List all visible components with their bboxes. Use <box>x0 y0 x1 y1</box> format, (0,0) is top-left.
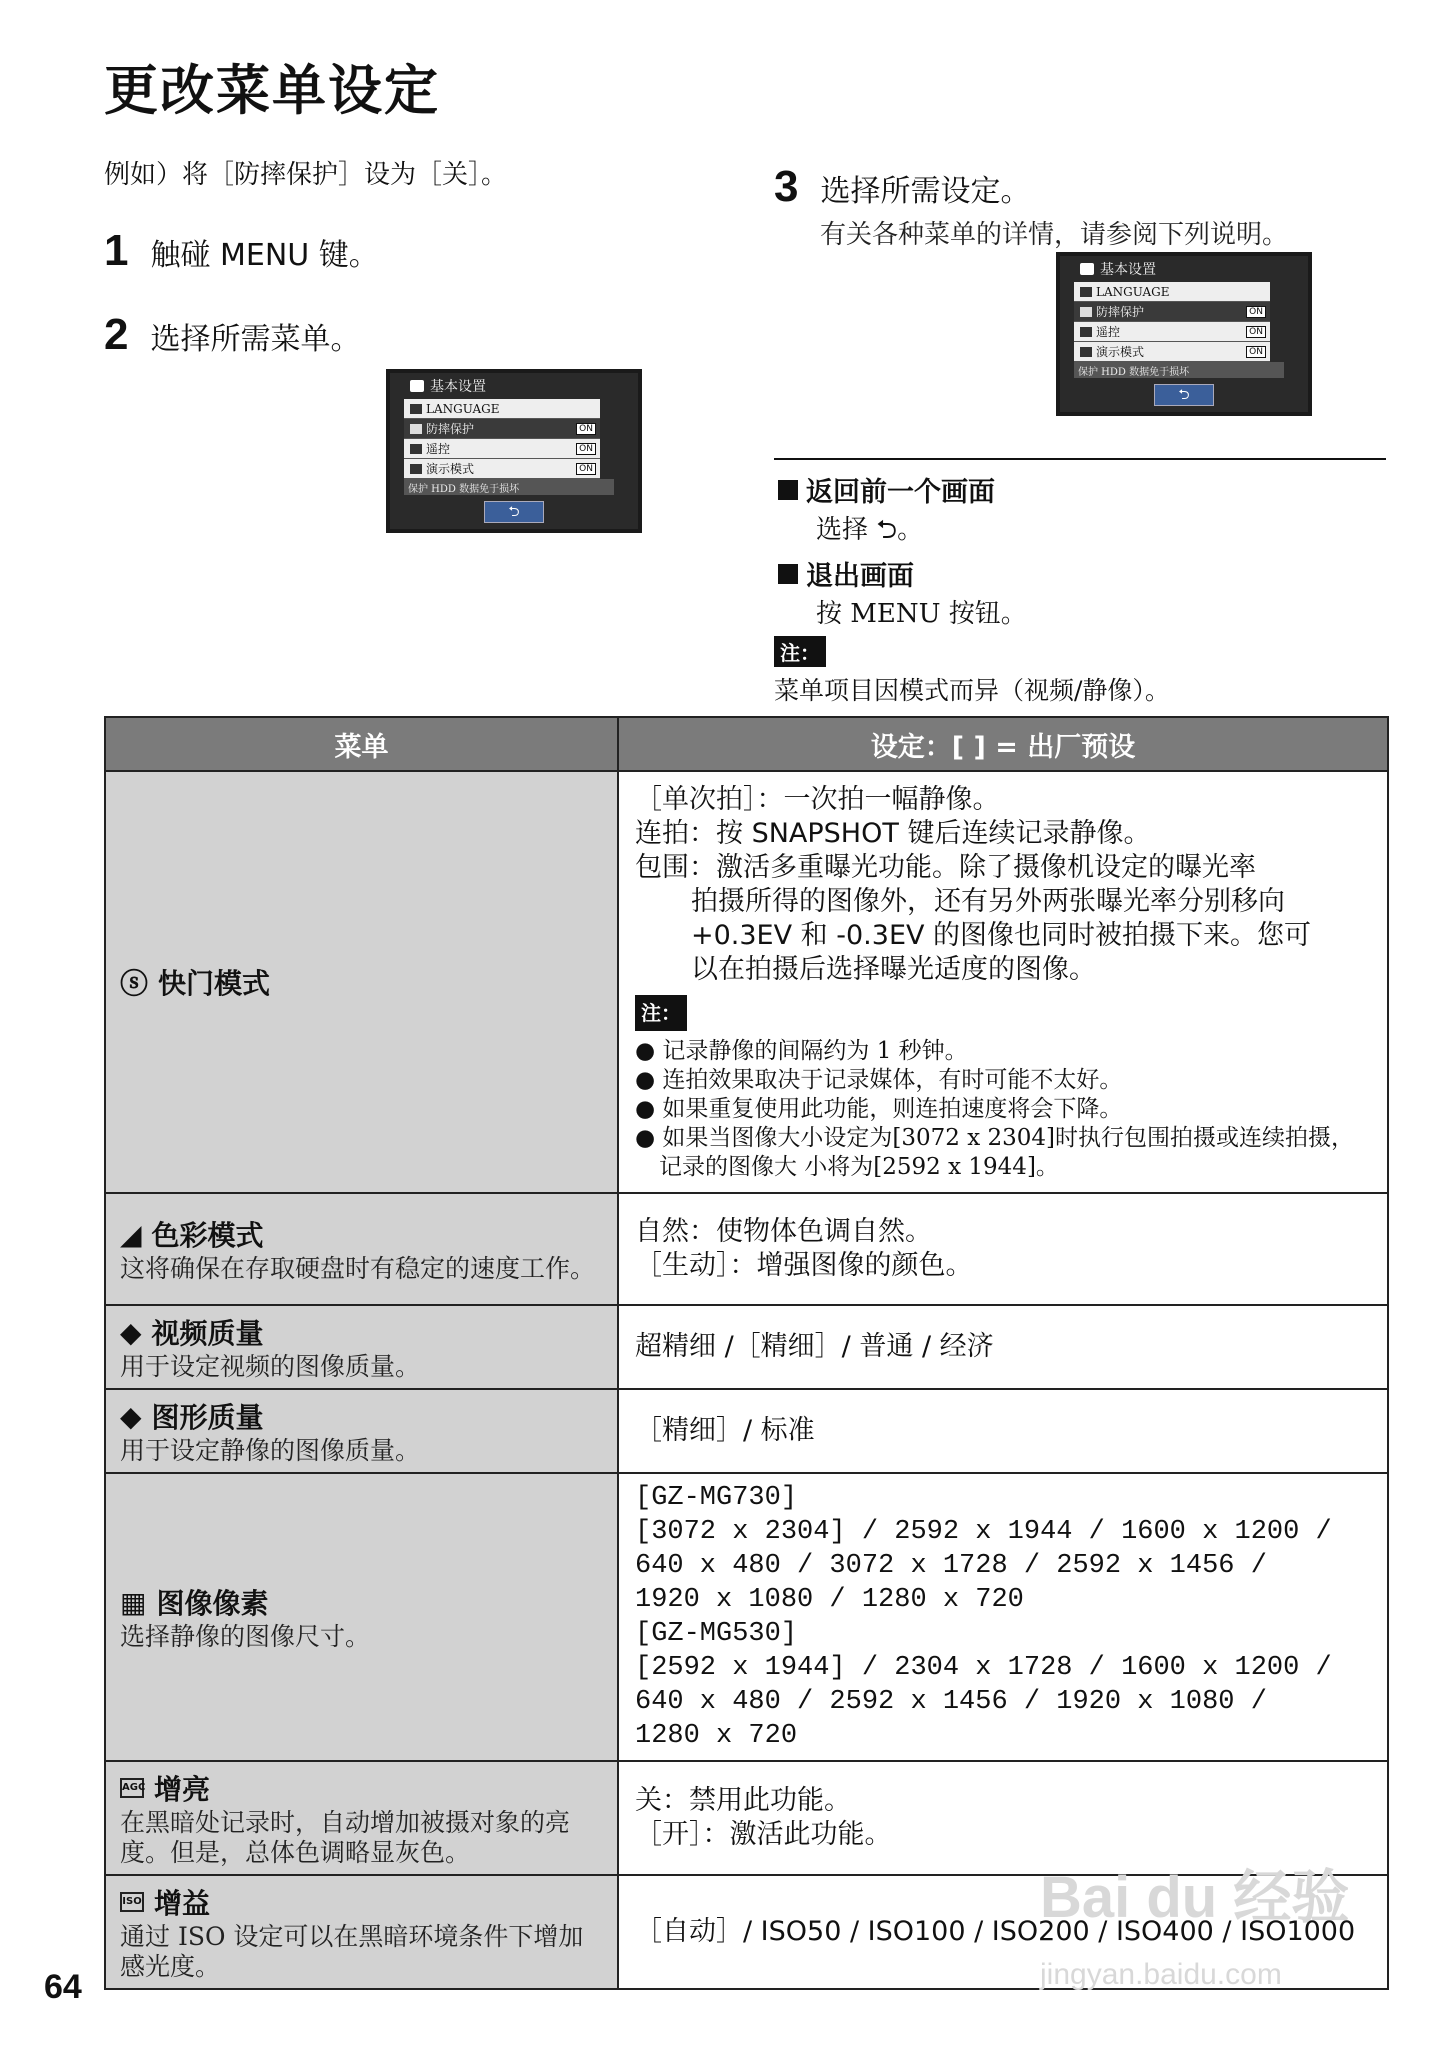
setting-value: 超精细 /［精细］/ 普通 / 经济 <box>618 1305 1388 1389</box>
camera-menu-header: 基本设置 <box>1060 256 1308 282</box>
setting-line: 1280 x 720 <box>635 1721 798 1751</box>
back-icon: ⮌ <box>484 501 544 523</box>
step-subtext: 有关各种菜单的详情，请参阅下列说明。 <box>820 220 1289 250</box>
menu-name: 图形质量 <box>151 1401 264 1434</box>
camera-icon <box>1080 263 1094 275</box>
note-item: ● 如果当图像大小设定为[3072 x 2304]时执行包围拍摄或连续拍摄，记录的图像大 小将为[2592 x 1944]。 <box>635 1124 1354 1180</box>
page-number: 64 <box>44 1968 82 2006</box>
column-header-settings: 设定：[ ] = 出厂预设 <box>618 717 1388 771</box>
camera-menu-header: 基本设置 <box>390 373 638 399</box>
setting-line: ［单次拍］：一次拍一幅静像。 <box>635 783 1000 815</box>
menu-name: 快门模式 <box>158 967 271 1000</box>
section-heading: 退出画面 <box>806 561 914 592</box>
camera-menu-item: 演示模式 ON <box>404 459 600 479</box>
menu-name: 色彩模式 <box>151 1219 264 1252</box>
camera-menu-help: 保护 HDD 数据免于损坏 <box>404 479 614 495</box>
drop-protect-icon <box>410 424 422 434</box>
setting-line: 关：禁用此功能。 <box>635 1785 851 1816</box>
menu-name: 增益 <box>154 1887 211 1920</box>
notes-list <box>635 1037 1371 1182</box>
setting-value: ［精细］/ 标准 <box>618 1389 1388 1473</box>
table-row-image-size <box>105 1473 1388 1761</box>
setting-line: 自然：使物体色调自然。 <box>635 1216 932 1247</box>
step-text: 选择所需菜单。 <box>150 322 361 357</box>
intro-text: 例如）将［防摔保护］设为［关］。 <box>104 160 508 190</box>
quality-icon: ◆ <box>120 1315 142 1349</box>
camera-menu-item: 防摔保护 ON <box>404 419 600 439</box>
menu-description: 通过 ISO 设定可以在黑暗环境条件下增加感光度。 <box>120 1922 584 1981</box>
section-return <box>778 470 995 555</box>
table-row-video-quality <box>105 1305 1388 1389</box>
setting-line: [GZ-MG530] <box>635 1619 798 1649</box>
step-number: 1 <box>104 226 129 275</box>
column-header-menu: 菜单 <box>105 717 618 771</box>
note-label: 注： <box>635 995 687 1031</box>
square-bullet-icon <box>778 480 798 500</box>
setting-line: 连拍：按 SNAPSHOT 键后连续记录静像。 <box>635 817 1151 849</box>
table-row-color <box>105 1193 1388 1305</box>
menu-name: 增亮 <box>154 1773 211 1806</box>
camera-icon <box>410 380 424 392</box>
watermark-url: jingyan.baidu.com <box>1040 1958 1282 1991</box>
setting-line: [GZ-MG730] <box>635 1483 798 1513</box>
image-size-icon: ▦ <box>120 1585 147 1619</box>
setting-line: 拍摄所得的图像外，还有另外两张曝光率分别移向 <box>691 885 1285 917</box>
note-item: ● 如果重复使用此功能，则连拍速度将会下降。 <box>635 1095 1123 1122</box>
language-icon <box>1080 287 1092 297</box>
step-2 <box>104 310 360 360</box>
setting-line: ［生动］：增强图像的颜色。 <box>635 1250 973 1281</box>
table-row-image-quality <box>105 1389 1388 1473</box>
camera-menu-item: 演示模式 ON <box>1074 342 1270 362</box>
menu-description: 用于设定静像的图像质量。 <box>120 1436 421 1465</box>
camera-menu-item: 遥控 ON <box>1074 322 1270 342</box>
language-icon <box>410 404 422 414</box>
menu-description: 选择静像的图像尺寸。 <box>120 1622 371 1651</box>
demo-icon <box>410 464 422 474</box>
camera-menu-item: LANGUAGE <box>404 399 600 419</box>
menu-name: 图像像素 <box>156 1587 269 1620</box>
note-item: ● 连拍效果取决于记录媒体，有时可能不太好。 <box>635 1066 1123 1093</box>
remote-icon <box>410 444 422 454</box>
table-row-shutter <box>105 771 1388 1193</box>
camera-menu-screenshot <box>1056 252 1312 416</box>
setting-line: 以在拍摄后选择曝光适度的图像。 <box>691 953 1096 985</box>
camera-menu-item: LANGUAGE <box>1074 282 1270 302</box>
section-exit <box>778 554 1027 630</box>
color-mode-icon: ◢ <box>120 1217 142 1251</box>
menu-description: 在黑暗处记录时，自动增加被摄对象的亮度。但是，总体色调略显灰色。 <box>120 1808 571 1867</box>
watermark: Bai du 经验 <box>1040 1865 1350 1930</box>
step-number: 2 <box>104 310 129 359</box>
setting-line: 640 x 480 / 3072 x 1728 / 2592 x 1456 / <box>635 1551 1267 1581</box>
setting-value: ［自动］/ ISO50 / ISO100 / ISO200 / ISO400 / ISO1000 <box>618 1875 1388 1989</box>
note-block <box>774 636 1170 707</box>
iso-icon: ISO <box>120 1892 144 1912</box>
remote-icon <box>1080 327 1092 337</box>
square-bullet-icon <box>778 564 798 584</box>
drop-protect-icon <box>1080 307 1092 317</box>
camera-menu-help: 保护 HDD 数据免于损坏 <box>1074 362 1284 378</box>
setting-line: 1920 x 1080 / 1280 x 720 <box>635 1585 1024 1615</box>
table-header-row <box>105 717 1388 771</box>
step-text: 选择所需设定。 <box>820 174 1031 209</box>
camera-menu-item: 防摔保护 ON <box>1074 302 1270 322</box>
menu-description: 用于设定视频的图像质量。 <box>120 1352 421 1381</box>
quality-icon: ◆ <box>120 1399 142 1433</box>
setting-line: 包围：激活多重曝光功能。除了摄像机设定的曝光率 <box>635 851 1256 883</box>
step-text: 触碰 MENU 键。 <box>150 238 379 273</box>
note-item: ● 记录静像的间隔约为 1 秒钟。 <box>635 1037 968 1064</box>
note-text: 菜单项目因模式而异（视频/静像）。 <box>774 676 1170 705</box>
menu-description: 这将确保在存取硬盘时有稳定的速度工作。 <box>120 1254 596 1283</box>
step-number: 3 <box>774 162 799 211</box>
note-label: 注： <box>774 636 826 667</box>
setting-line: [3072 x 2304] / 2592 x 1944 / 1600 x 1200 / <box>635 1517 1332 1547</box>
camera-menu-screenshot <box>386 369 642 533</box>
shutter-icon: ⓢ <box>120 967 149 1000</box>
menu-settings-table <box>104 716 1389 1990</box>
demo-icon <box>1080 347 1092 357</box>
setting-line: ［开］：激活此功能。 <box>635 1819 892 1850</box>
section-body: 按 MENU 按钮。 <box>816 599 1027 629</box>
back-icon: ⮌ <box>1154 384 1214 406</box>
setting-line: [2592 x 1944] / 2304 x 1728 / 1600 x 1200 / <box>635 1653 1332 1683</box>
page-title: 更改菜单设定 <box>104 59 440 122</box>
section-body: 选择 ⮌。 <box>816 515 924 545</box>
agc-icon: AGC <box>120 1778 144 1798</box>
menu-name: 视频质量 <box>151 1317 264 1350</box>
step-1 <box>104 226 379 276</box>
camera-menu-item: 遥控 ON <box>404 439 600 459</box>
setting-line: +0.3EV 和 -0.3EV 的图像也同时被拍摄下来。您可 <box>691 919 1312 951</box>
section-heading: 返回前一个画面 <box>806 477 995 508</box>
setting-line: 640 x 480 / 2592 x 1456 / 1920 x 1080 / <box>635 1687 1267 1717</box>
divider <box>774 458 1386 460</box>
step-3 <box>774 162 1288 251</box>
